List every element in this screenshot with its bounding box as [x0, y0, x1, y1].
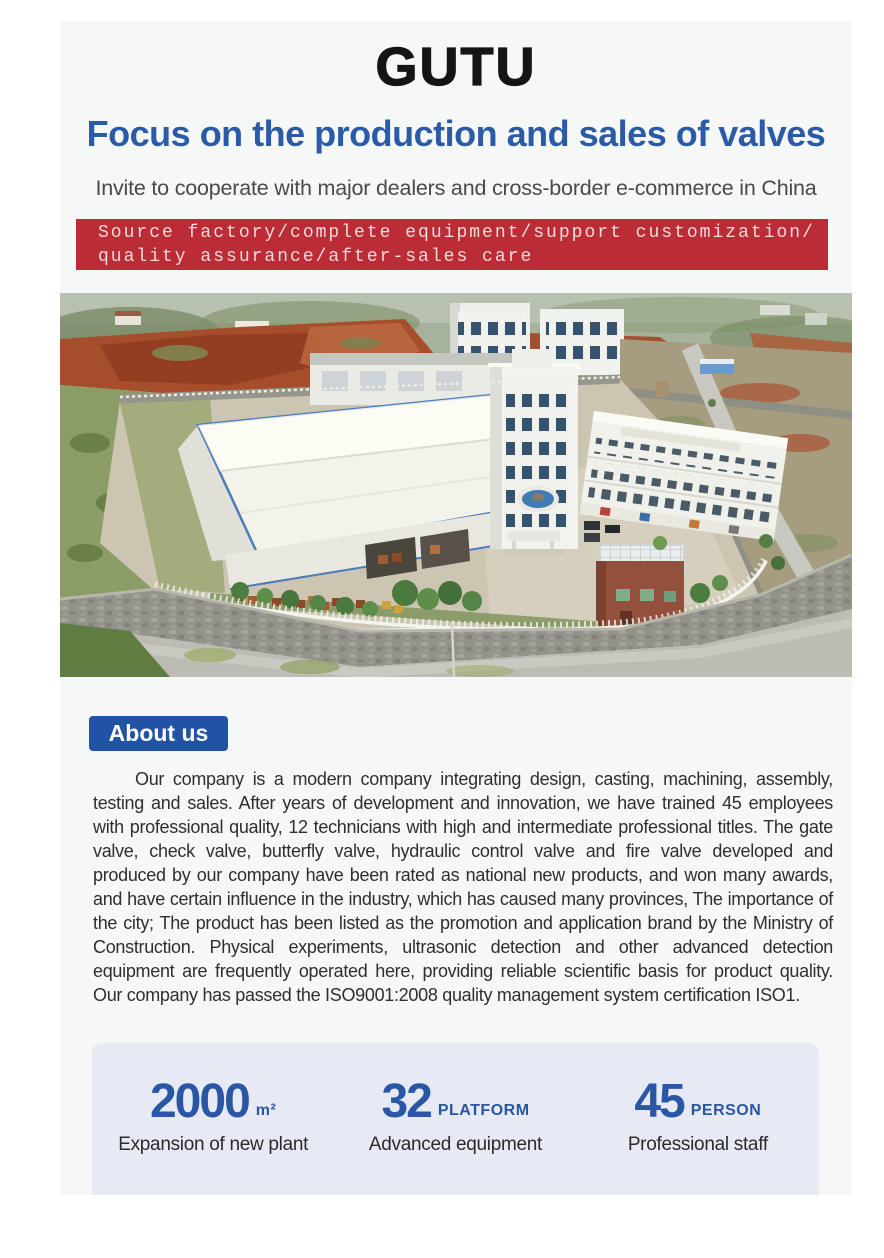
- stat-equipment-value-row: [381, 1075, 530, 1128]
- stat-equipment: [334, 1075, 576, 1195]
- stat-new-plant-label: Expansion of new plant: [118, 1134, 309, 1155]
- stat-staff-unit: PERSON: [690, 1102, 762, 1119]
- photo-fountain: [517, 486, 559, 512]
- stat-staff-value: 45: [634, 1075, 684, 1128]
- stat-equipment-label: Advanced equipment: [368, 1134, 543, 1155]
- about-paragraph: Our company is a modern company integrating design, casting, machining, assembly, testing and sales. After years of development and innovation, we have trained 45 employees with professional quality, 12 technicians with high and intermediate professional titles. The gate valve, check valve, butterfly valve, hydraulic control valve and fire valve developed and produced by our company have been rated as national new products, and won many awards, and have certain influence in the industry, which has caused many provinces, The importance of the city; The product has been listed as the promotion and application brand by the Ministry of Construction. Physical experiments, ultrasonic detection and other advanced detection equipment are frequently operated here, providing reliable scientific basis for product quality. Our company has passed the ISO9001:2008 quality management system certification ISO1.: [93, 769, 833, 1005]
- stat-staff-label: Professional staff: [627, 1134, 768, 1155]
- subheadline: Invite to cooperate with major dealers and cross-border e-commerce in China: [95, 176, 817, 200]
- content-card: [60, 21, 852, 1195]
- stat-staff: [577, 1075, 819, 1195]
- about-us-badge: [89, 716, 228, 751]
- stat-new-plant-unit: m²: [255, 1102, 277, 1119]
- slogan-line-1: Source factory/complete equipment/support customization/: [98, 223, 815, 243]
- brand-title: GUTU: [375, 37, 537, 97]
- stat-new-plant: [92, 1075, 334, 1195]
- stat-equipment-unit: PLATFORM: [437, 1102, 530, 1119]
- stat-new-plant-value: 2000: [149, 1075, 249, 1128]
- headline: Focus on the production and sales of valves: [86, 113, 826, 154]
- slogan-line-2: quality assurance/after-sales care: [98, 247, 534, 267]
- stat-staff-value-row: [634, 1075, 762, 1128]
- slogan-banner: [76, 219, 828, 270]
- factory-aerial-photo: [60, 293, 852, 677]
- stats-panel: [92, 1043, 819, 1195]
- stat-equipment-value: 32: [381, 1075, 431, 1128]
- about-us-badge-label: About us: [108, 720, 209, 746]
- stat-new-plant-value-row: [149, 1075, 277, 1128]
